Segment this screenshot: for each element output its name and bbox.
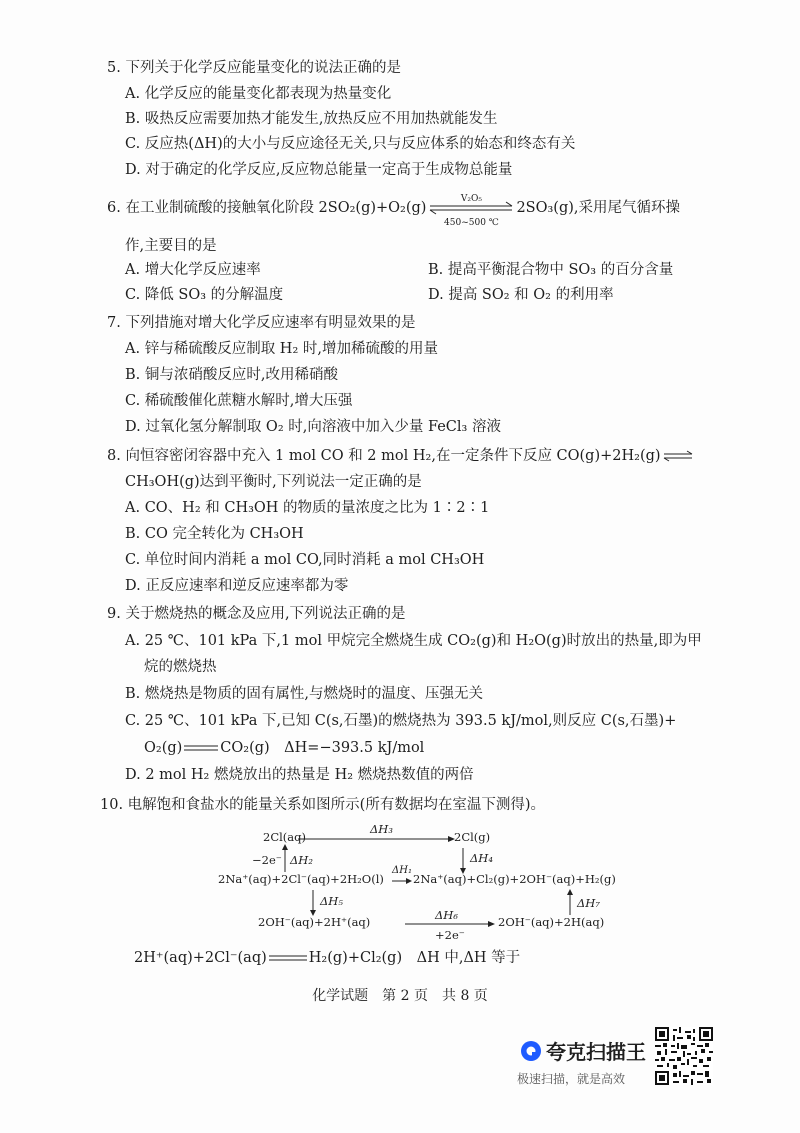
node-right-mid: 2Na⁺(aq)+Cl₂(g)+2OH⁻(aq)+H₂(g) <box>413 872 616 886</box>
q6-stem-b: 2SO₃(g),采用尾气循环操 <box>516 200 681 216</box>
label-dh2: ΔH₂ <box>290 853 313 867</box>
equals-arrow-icon <box>183 742 219 754</box>
reversible-arrow <box>428 194 514 228</box>
page-footer: 化学试题 第 2 页 共 8 页 <box>312 988 488 1004</box>
q8-option-a: A. CO、H₂ 和 CH₃OH 的物质的量浓度之比为 1∶2∶1 <box>125 500 490 516</box>
q8-stem-b: CH₃OH(g)达到平衡时,下列说法一定正确的是 <box>125 474 422 490</box>
q5-option-c: C. 反应热(ΔH)的大小与反应途径无关,只与反应体系的始态和终态有关 <box>125 136 576 152</box>
label-dh4: ΔH₄ <box>470 851 493 865</box>
q5-stem: 5. 下列关于化学反应能量变化的说法正确的是 <box>107 60 401 76</box>
q6-option-d: D. 提高 SO₂ 和 O₂ 的利用率 <box>428 287 614 303</box>
q9-option-a-line1: A. 25 ℃、101 kPa 下,1 mol 甲烷完全燃烧生成 CO₂(g)和 H₂O(g)时放出的热量,即为甲 <box>125 633 702 649</box>
node-bottom-left: 2OH⁻(aq)+2H⁺(aq) <box>258 915 371 929</box>
q9-option-c-line1: C. 25 ℃、101 kPa 下,已知 C(s,石墨)的燃烧热为 393.5 kJ/mol,则反应 C(s,石墨)+ <box>125 713 677 729</box>
equals-arrow-icon <box>268 952 308 964</box>
q9-stem: 9. 关于燃烧热的概念及应用,下列说法正确的是 <box>107 606 406 622</box>
q10-products: H₂(g)+Cl₂(g) ΔH 中,ΔH 等于 <box>308 950 521 966</box>
node-2cl-aq: 2Cl(aq) <box>263 830 306 844</box>
q6-option-b: B. 提高平衡混合物中 SO₃ 的百分含量 <box>428 262 674 278</box>
q7-option-b: B. 铜与浓硝酸反应时,改用稀硝酸 <box>125 367 338 383</box>
qr-code-icon <box>655 1027 713 1085</box>
q6-stem-a: 6. 在工业制硫酸的接触氧化阶段 2SO₂(g)+O₂(g) <box>107 200 427 216</box>
q7-option-a: A. 锌与稀硫酸反应制取 H₂ 时,增加稀硫酸的用量 <box>125 341 438 357</box>
label-dh7: ΔH₇ <box>577 896 600 910</box>
q5-option-d: D. 对于确定的化学反应,反应物总能量一定高于生成物总能量 <box>125 162 513 178</box>
q6-stem <box>107 194 681 228</box>
q8-stem-a: 8. 向恒容密闭容器中充入 1 mol CO 和 2 mol H₂,在一定条件下反应 CO(g)+2H₂(g) <box>107 448 661 464</box>
q10-stem: 10. 电解饱和食盐水的能量关系如图所示(所有数据均在室温下测得)。 <box>100 797 545 813</box>
q9-option-c-line2 <box>144 738 424 758</box>
catalyst-label: V₂O₅ <box>460 194 482 204</box>
label-dh1: ΔH₁ <box>392 865 412 876</box>
scanner-logo-icon <box>520 1040 542 1062</box>
q10-tail <box>134 948 520 968</box>
label-dh5: ΔH₅ <box>320 894 343 908</box>
q7-option-d: D. 过氧化氢分解制取 O₂ 时,向溶液中加入少量 FeCl₃ 溶液 <box>125 419 501 435</box>
temperature-label: 450~500 ℃ <box>444 218 499 228</box>
q6-option-a: A. 增大化学反应速率 <box>125 262 261 278</box>
label-minus-2e: −2e⁻ <box>252 853 282 867</box>
q7-option-c: C. 稀硫酸催化蔗糖水解时,增大压强 <box>125 393 353 409</box>
label-dh3: ΔH₃ <box>370 822 393 836</box>
q9-c-reactant: O₂(g) <box>144 740 183 756</box>
q5-option-a: A. 化学反应的能量变化都表现为热量变化 <box>125 86 392 102</box>
q8-option-d: D. 正反应速率和逆反应速率都为零 <box>125 578 349 594</box>
q7-stem: 7. 下列措施对增大化学反应速率有明显效果的是 <box>107 315 416 331</box>
q9-c-product: CO₂(g) ΔH=−393.5 kJ/mol <box>220 740 425 756</box>
scanner-tagline: 极速扫描，就是高效 <box>517 1072 626 1086</box>
q9-option-b: B. 燃烧热是物质的固有属性,与燃烧时的温度、压强无关 <box>125 686 483 702</box>
q10-reactants: 2H⁺(aq)+2Cl⁻(aq) <box>134 950 267 966</box>
q9-option-a-line2: 烷的燃烧热 <box>144 659 217 675</box>
label-plus-2e: +2e⁻ <box>435 928 465 942</box>
label-dh6: ΔH₆ <box>435 908 458 922</box>
node-left-mid: 2Na⁺(aq)+2Cl⁻(aq)+2H₂O(l) <box>218 872 384 886</box>
node-bottom-right: 2OH⁻(aq)+2H(aq) <box>498 915 605 929</box>
q8-option-b: B. CO 完全转化为 CH₃OH <box>125 526 304 542</box>
q9-option-d: D. 2 mol H₂ 燃烧放出的热量是 H₂ 燃烧热数值的两倍 <box>125 767 474 783</box>
q6-stem-c: 作,主要目的是 <box>125 238 217 254</box>
q8-option-c: C. 单位时间内消耗 a mol CO,同时消耗 a mol CH₃OH <box>125 552 485 568</box>
node-2cl-g: 2Cl(g) <box>454 830 491 844</box>
energy-diagram <box>210 820 616 950</box>
q8-stem-line1 <box>107 446 693 466</box>
q6-option-c: C. 降低 SO₃ 的分解温度 <box>125 287 284 303</box>
q5-option-b: B. 吸热反应需要加热才能发生,放热反应不用加热就能发生 <box>125 111 498 127</box>
scanner-app-name: 夸克扫描王 <box>546 1040 646 1064</box>
equilibrium-arrow-icon <box>663 449 693 463</box>
